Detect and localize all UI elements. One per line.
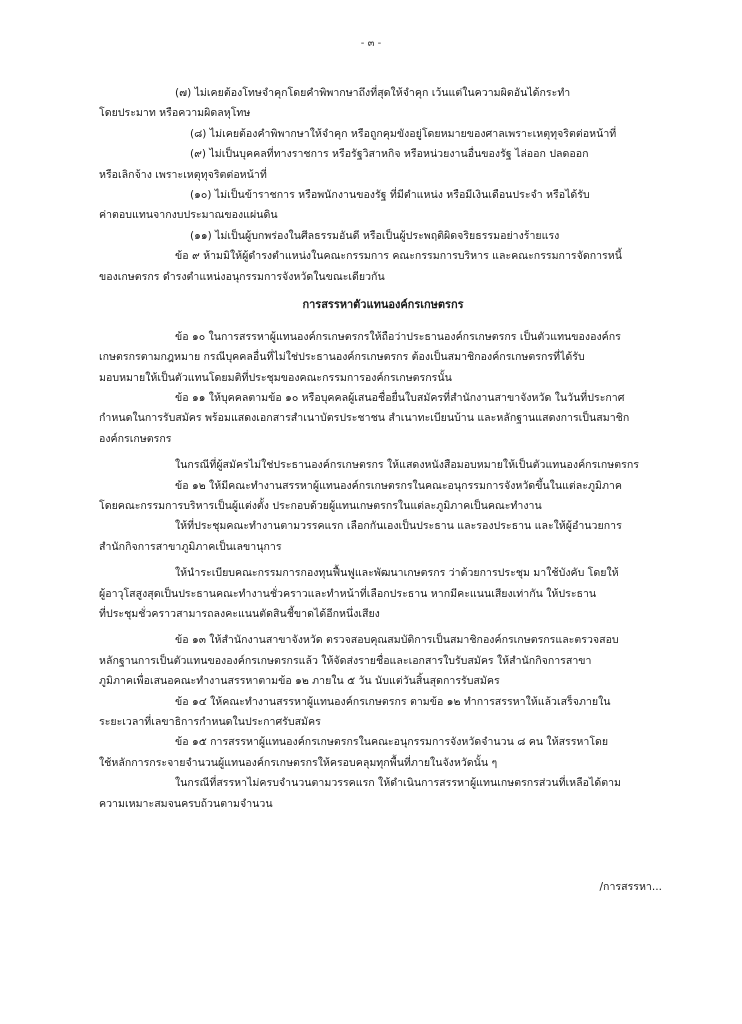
text-line: หรือเลิกจ้าง เพราะเหตุทุจริตต่อหน้าที่: [99, 168, 267, 181]
text-line: กำหนดในการรับสมัคร พร้อมแสดงเอกสารสำเนาบัตรประชาชน สำเนาทะเบียนบ้าน และหลักฐานแสดงการเป็นสมาชิก: [99, 412, 630, 425]
text-line: (๑๑) ไม่เป็นผู้บกพร่องในศีลธรรมอันดี หรือเป็นผู้ประพฤติผิดจริยธรรมอย่างร้ายแรง: [190, 229, 560, 242]
text-line: โดยคณะกรรมการบริหารเป็นผู้แต่งตั้ง ประกอบด้วยผู้แทนเกษตรกรในแต่ละภูมิภาคเป็นคณะทำงาน: [99, 500, 542, 513]
text-line: ค่าตอบแทนจากงบประมาณของแผ่นดิน: [99, 209, 278, 222]
text-line: ในกรณีที่ผู้สมัครไม่ใช่ประธานองค์กรเกษตรกร ให้แสดงหนังสือมอบหมายให้เป็นตัวแทนองค์กรเกษตรกร: [175, 459, 639, 472]
text-line: ข้อ ๑๕ การสรรหาผู้แทนองค์กรเกษตรกรในคณะอนุกรรมการจังหวัดจำนวน ๘ คน ให้สรรหาโดย: [175, 736, 609, 749]
text-line: (๑๐) ไม่เป็นข้าราชการ หรือพนักงานของรัฐ ที่มีตำแหน่ง หรือมีเงินเดือนประจำ หรือได้รับ: [190, 188, 590, 201]
text-line: ข้อ ๑๒ ให้มีคณะทำงานสรรหาผู้แทนองค์กรเกษตรกรในคณะอนุกรรมการจังหวัดขึ้นในแต่ละภูมิภาค: [175, 479, 622, 492]
text-line: ให้ที่ประชุมคณะทำงานตามวรรคแรก เลือกกันเองเป็นประธาน และรองประธาน และให้ผู้อำนวยการ: [175, 520, 622, 533]
text-line: ภูมิภาคเพื่อเสนอคณะทำงานสรรหาตามข้อ ๑๒ ภายใน ๕ วัน นับแต่วันสิ้นสุดการรับสมัคร: [99, 675, 500, 688]
text-line: โดยประมาท หรือความผิดลหุโทษ: [99, 107, 251, 120]
text-line: (๗) ไม่เคยต้องโทษจำคุกโดยคำพิพากษาถึงที่สุดให้จำคุก เว้นแต่ในความผิดอันได้กระทำ: [175, 87, 571, 99]
text-line: หลักฐานการเป็นตัวแทนขององค์กรเกษตรกรแล้ว ให้จัดส่งรายชื่อและเอกสารใบรับสมัคร ให้สำนักกิจการสาขา: [99, 654, 592, 667]
text-line: เกษตรกรตามกฎหมาย กรณีบุคคลอื่นที่ไม่ใช่ประธานองค์กรเกษตรกร ต้องเป็นสมาชิกองค์กรเกษตรกรที่ได้รับ: [99, 351, 585, 364]
text-line: ที่ประชุมชั่วคราวสามารถลงคะแนนตัดสินชี้ขาดได้อีกหนึ่งเสียง: [99, 607, 380, 620]
text-line: ข้อ ๙ ห้ามมิให้ผู้ดำรงตำแหน่งในคณะกรรมการ คณะกรรมการบริหาร และคณะกรรมการจัดการหนี้: [175, 250, 622, 263]
text-line: ข้อ ๑๐ ในการสรรหาผู้แทนองค์กรเกษตรกรให้ถือว่าประธานองค์กรเกษตรกร เป็นตัวแทนขององค์กร: [175, 330, 621, 343]
text-line: ของเกษตรกร ดำรงตำแหน่งอนุกรรมการจังหวัดในขณะเดียวกัน: [99, 270, 385, 283]
text-line: ในกรณีที่สรรหาไม่ครบจำนวนตามวรรคแรก ให้ดำเนินการสรรหาผู้แทนเกษตรกรส่วนที่เหลือได้ตาม: [175, 777, 622, 790]
text-line: สำนักกิจการสาขาภูมิภาคเป็นเลขานุการ: [99, 540, 282, 553]
text-line: มอบหมายให้เป็นตัวแทนโดยมติที่ประชุมของคณะกรรมการองค์กรเกษตรกรนั้น: [99, 371, 452, 384]
text-line: ผู้อาวุโสสูงสุดเป็นประธานคณะทำงานชั่วคราวและทำหน้าที่เลือกประธาน หากมีคะแนนเสียงเท่ากัน ให้ประธาน: [99, 587, 597, 600]
text-line: ข้อ ๑๓ ให้สำนักงานสาขาจังหวัด ตรวจสอบคุณสมบัติการเป็นสมาชิกองค์กรเกษตรกรและตรวจสอบ: [175, 634, 619, 647]
continuation-marker: /การสรรหา...: [599, 881, 662, 893]
document-body: [99, 83, 667, 814]
text-line: ให้นำระเบียบคณะกรรมการกองทุนฟื้นฟูและพัฒนาเกษตรกร ว่าด้วยการประชุม มาใช้บังคับ โดยให้: [175, 567, 619, 580]
section-heading: การสรรหาตัวแทนองค์กรเกษตรกร: [302, 297, 464, 311]
text-line: (๘) ไม่เคยต้องคำพิพากษาให้จำคุก หรือถูกคุมขังอยู่โดยหมายของศาลเพราะเหตุทุจริตต่อหน้าที่: [190, 127, 617, 140]
page-number: - ๓ -: [360, 38, 382, 49]
text-line: องค์กรเกษตรกร: [99, 432, 172, 445]
text-line: ใช้หลักการกระจายจำนวนผู้แทนองค์กรเกษตรกรให้ครอบคลุมทุกพื้นที่ภายในจังหวัดนั้น ๆ: [99, 756, 498, 769]
text-line: ระยะเวลาที่เลขาธิการกำหนดในประกาศรับสมัคร: [99, 715, 321, 728]
text-line: ข้อ ๑๔ ให้คณะทำงานสรรหาผู้แทนองค์กรเกษตรกร ตามข้อ ๑๒ ทำการสรรหาให้แล้วเสร็จภายใน: [175, 695, 611, 708]
text-line: (๙) ไม่เป็นบุคคลที่ทางราชการ หรือรัฐวิสาหกิจ หรือหน่วยงานอื่นของรัฐ ไล่ออก ปลดออก: [190, 148, 589, 161]
text-line: ข้อ ๑๑ ให้บุคคลตามข้อ ๑๐ หรือบุคคลผู้เสนอชื่อยื่นใบสมัครที่สำนักงานสาขาจังหวัด ในวันที่ประกาศ: [175, 392, 625, 405]
text-line: ความเหมาะสมจนครบถ้วนตามจำนวน: [99, 797, 273, 810]
